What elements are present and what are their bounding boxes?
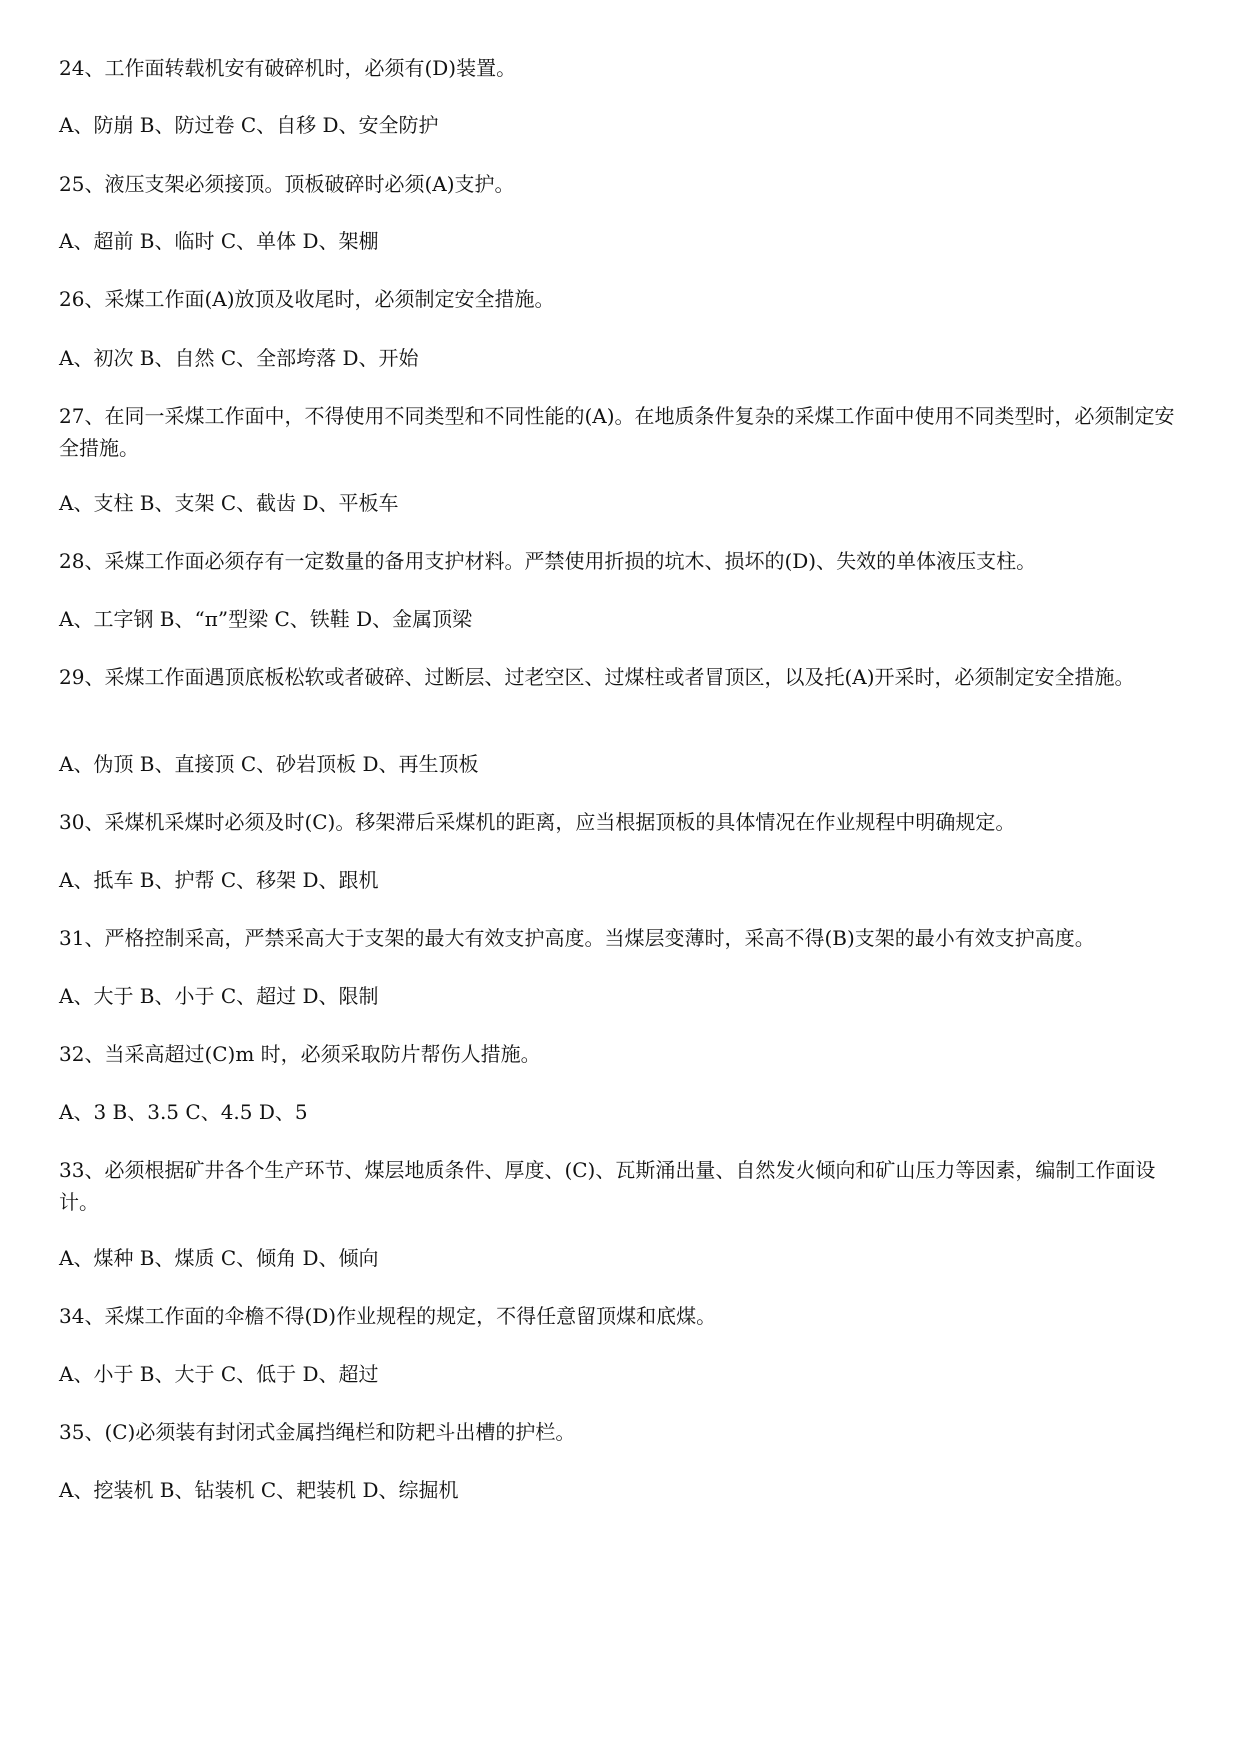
question-31: 31、严格控制采高，严禁采高大于支架的最大有效支护高度。当煤层变薄时，采高不得(B)支架的最小有效支护高度。: [59, 926, 1095, 950]
options-33: A、煤种 B、煤质 C、倾角 D、倾向: [59, 1246, 379, 1270]
question-35: 35、(C)必须装有封闭式金属挡绳栏和防耙斗出槽的护栏。: [59, 1420, 576, 1444]
question-33: 33、必须根据矿井各个生产环节、煤层地质条件、厚度、(C)、瓦斯涌出量、自然发火倾向和矿山压力等因素，编制工作面设计。: [59, 1158, 1156, 1214]
options-24: A、防崩 B、防过卷 C、自移 D、安全防护: [59, 113, 439, 137]
question-30: 30、采煤机采煤时必须及时(C)。移架滞后采煤机的距离，应当根据顶板的具体情况在作业规程中明确规定。: [59, 810, 1016, 834]
options-32: A、3 B、3.5 C、4.5 D、5: [59, 1100, 308, 1124]
options-35: A、挖装机 B、钻装机 C、耙装机 D、综掘机: [59, 1478, 459, 1502]
question-32: 32、当采高超过(C)m 时，必须采取防片帮伤人措施。: [59, 1042, 541, 1066]
question-24: 24、工作面转载机安有破碎机时，必须有(D)装置。: [59, 56, 517, 80]
options-31: A、大于 B、小于 C、超过 D、限制: [59, 984, 379, 1008]
options-28: A、工字钢 B、“π”型梁 C、铁鞋 D、金属顶梁: [59, 607, 473, 631]
question-34: 34、采煤工作面的伞檐不得(D)作业规程的规定，不得任意留顶煤和底煤。: [59, 1304, 717, 1328]
question-29: 29、采煤工作面遇顶底板松软或者破碎、过断层、过老空区、过煤柱或者冒顶区，以及托(A)开采时，必须制定安全措施。: [59, 665, 1135, 689]
question-28: 28、采煤工作面必须存有一定数量的备用支护材料。严禁使用折损的坑木、损坏的(D)、失效的单体液压支柱。: [59, 549, 1037, 573]
options-29: A、伪顶 B、直接顶 C、砂岩顶板 D、再生顶板: [59, 752, 479, 776]
options-25: A、超前 B、临时 C、单体 D、架棚: [59, 229, 379, 253]
options-27: A、支柱 B、支架 C、截齿 D、平板车: [59, 491, 399, 515]
question-27: 27、在同一采煤工作面中，不得使用不同类型和不同性能的(A)。在地质条件复杂的采煤工作面中使用不同类型时，必须制定安全措施。: [59, 404, 1175, 460]
options-26: A、初次 B、自然 C、全部垮落 D、开始: [59, 346, 419, 370]
options-34: A、小于 B、大于 C、低于 D、超过: [59, 1362, 379, 1386]
question-25: 25、液压支架必须接顶。顶板破碎时必须(A)支护。: [59, 172, 515, 196]
question-26: 26、采煤工作面(A)放顶及收尾时，必须制定安全措施。: [59, 287, 555, 311]
options-30: A、抵车 B、护帮 C、移架 D、跟机: [59, 868, 379, 892]
